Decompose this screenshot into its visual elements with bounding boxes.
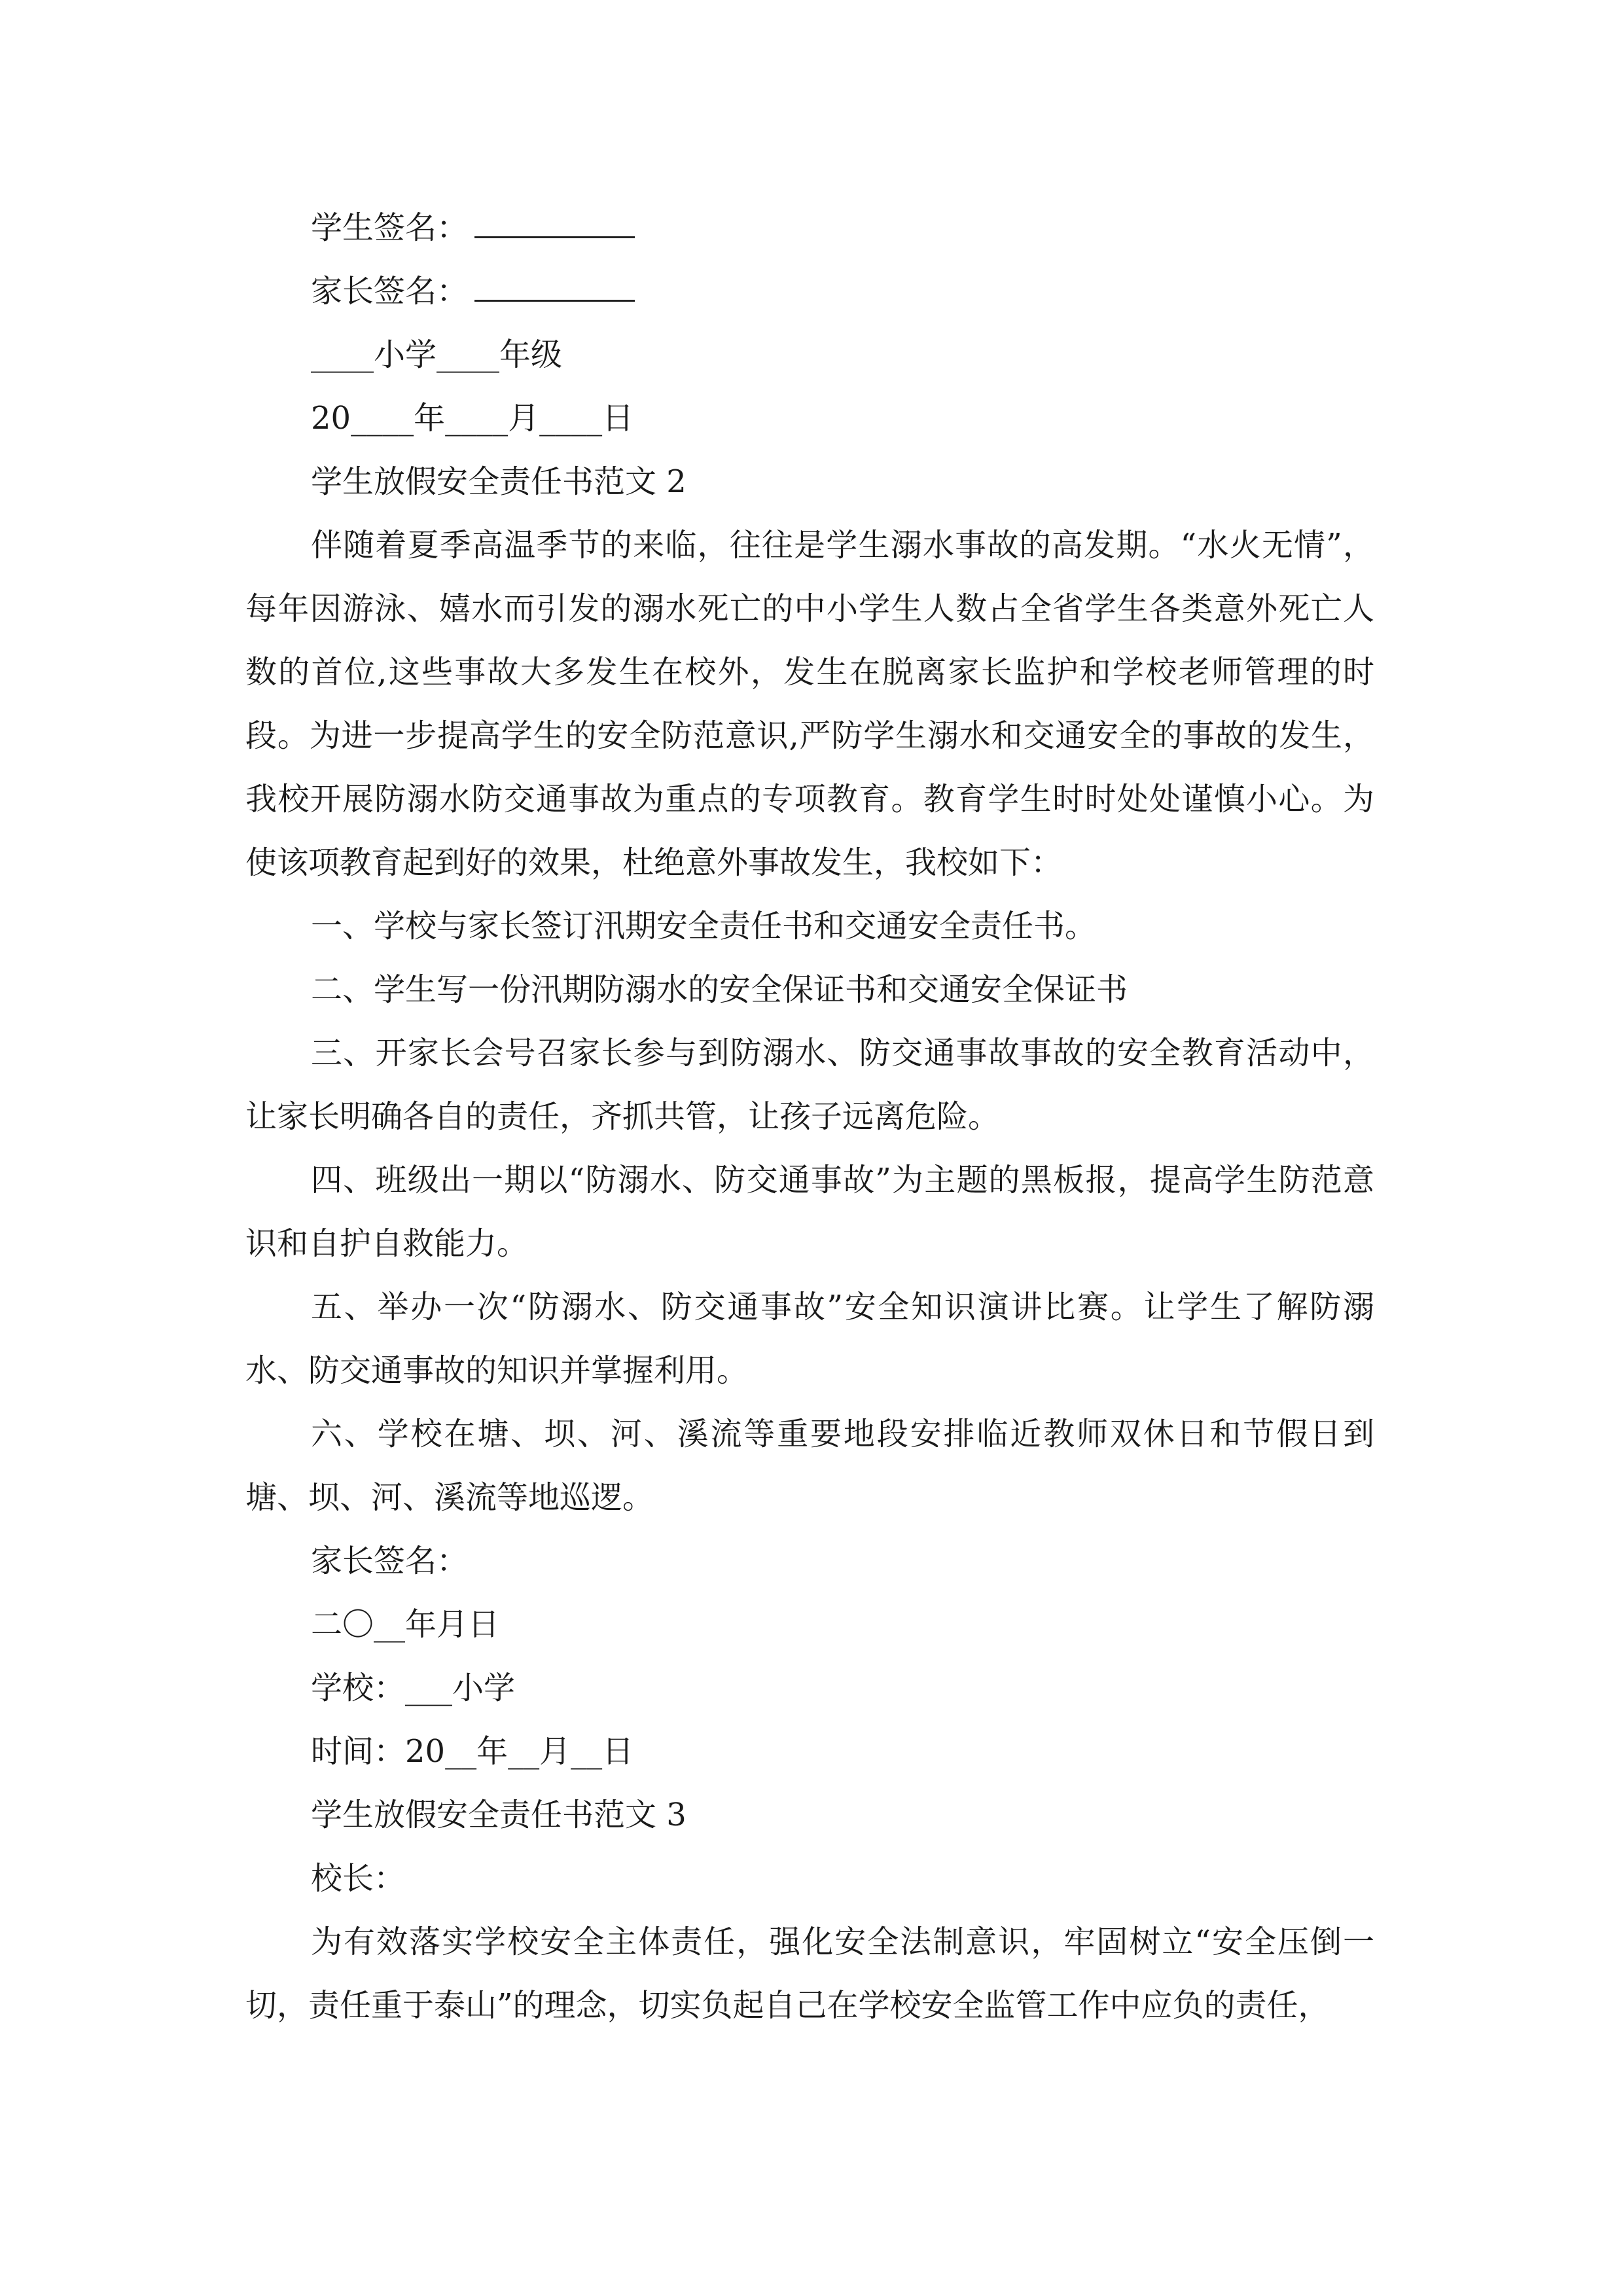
section3-salutation: 校长： [311, 1860, 406, 1897]
student-signature-line [245, 196, 1374, 260]
section2-parent-signature: 家长签名： [311, 1543, 469, 1579]
section2-school: 学校：___小学 [311, 1670, 516, 1706]
section2-item-5: 五、举办一次“防溺水、防交通事故”安全知识演讲比赛。让学生了解防溺水、防交通事故的知识并掌握利用。 [245, 1289, 1374, 1389]
section2-item-6: 六、学校在塘、坝、河、溪流等重要地段安排临近教师双休日和节假日到塘、坝、河、溪流等地巡逻。 [245, 1416, 1374, 1516]
section3-body: 为有效落实学校安全主体责任，强化安全法制意识，牢固树立“安全压倒一切，责任重于泰山”的理念，切实负起自己在学校安全监管工作中应负的责任， [245, 1924, 1374, 2024]
date-line: 20____年____月____日 [311, 400, 634, 437]
section3-title: 学生放假安全责任书范文 3 [311, 1797, 687, 1833]
parent-signature-line [245, 260, 1374, 323]
section2-item-4: 四、班级出一期以“防溺水、防交通事故”为主题的黑板报，提高学生防范意识和自护自救能力。 [245, 1162, 1374, 1262]
section2-item-3: 三、开家长会号召家长参与到防溺水、防交通事故事故的安全教育活动中，让家长明确各自的责任，齐抓共管，让孩子远离危险。 [245, 1035, 1374, 1135]
section2-time: 时间：20__年__月__日 [311, 1733, 634, 1770]
document-page [245, 196, 1374, 2037]
section2-item-1: 一、学校与家长签订汛期安全责任书和交通安全责任书。 [311, 908, 1097, 944]
student-signature-label: 学生签名： [311, 209, 469, 246]
school-grade-line: ____小学____年级 [311, 336, 563, 373]
parent-signature-blank [474, 274, 635, 302]
section2-item-2: 二、学生写一份汛期防溺水的安全保证书和交通安全保证书 [311, 971, 1128, 1008]
section2-title: 学生放假安全责任书范文 2 [311, 463, 687, 500]
section2-intro: 伴随着夏季高温季节的来临，往往是学生溺水事故的高发期。“水火无情”，每年因游泳、嬉水而引发的溺水死亡的中小学生人数占全省学生各类意外死亡人数的首位,这些事故大多发生在校外，发生在脱离家长监护和学校老师管理的时段。为进一步提高学生的安全防范意识,严防学生溺水和交通安全的事故的发生，我校开展防溺水防交通事故为重点的专项教育。教育学生时时处处谨慎小心。为使该项教育起到好的效果，杜绝意外事故发生，我校如下： [245, 527, 1374, 881]
student-signature-blank [474, 210, 635, 238]
parent-signature-label: 家长签名： [311, 273, 469, 310]
section2-date-cn: 二〇__年月日 [311, 1606, 500, 1643]
